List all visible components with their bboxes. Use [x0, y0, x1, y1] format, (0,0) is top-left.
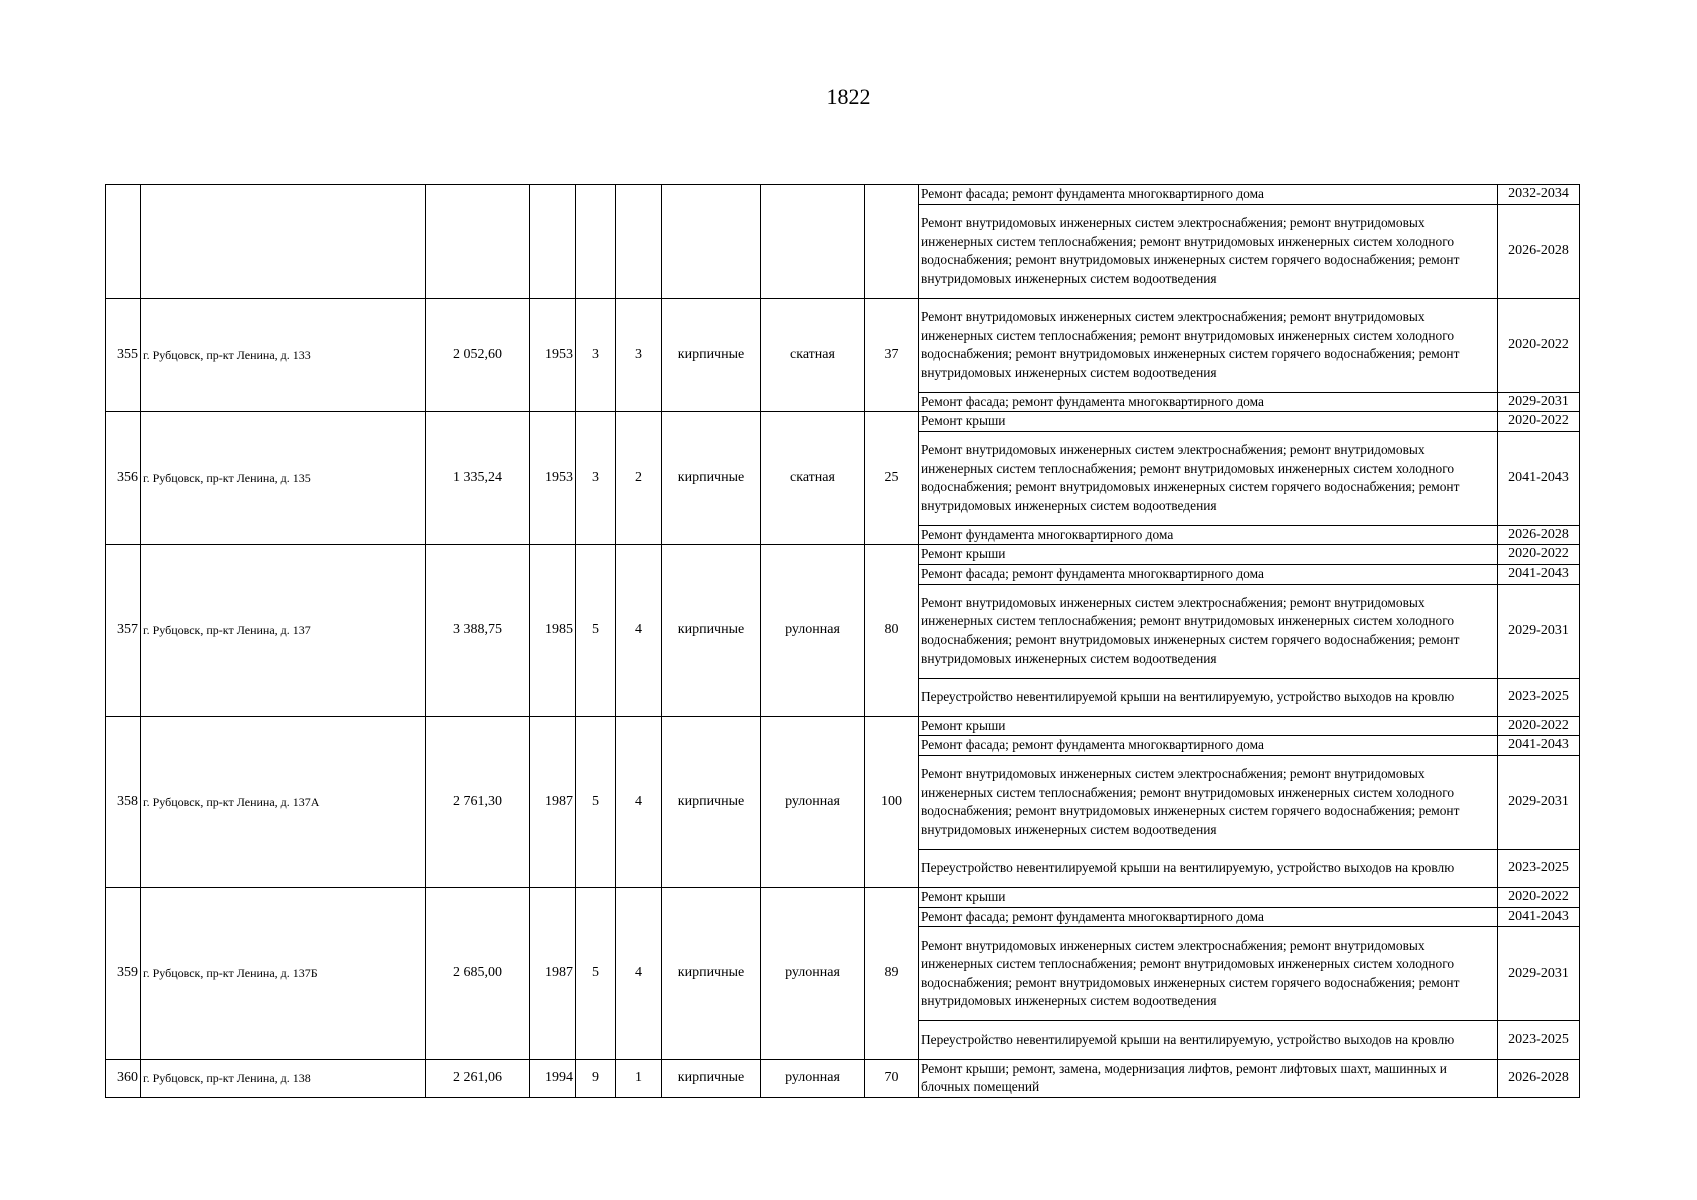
wall-material-cell: кирпичные	[662, 716, 761, 887]
house-number-cell: 360	[106, 1059, 141, 1097]
year-built-cell	[530, 185, 576, 299]
work-description-cell: Ремонт фасада; ремонт фундамента многоквартирного дома	[919, 185, 1498, 205]
work-description-cell: Ремонт фасада; ремонт фундамента многоквартирного дома	[919, 564, 1498, 584]
wall-material-cell: кирпичные	[662, 298, 761, 412]
work-description-cell: Переустройство невентилируемой крыши на вентилируемую, устройство выходов на кровлю	[919, 1021, 1498, 1059]
area-cell: 2 761,30	[426, 716, 530, 887]
work-period-cell: 2023-2025	[1498, 678, 1580, 716]
residents-count-cell	[865, 185, 919, 299]
roof-type-cell	[761, 185, 865, 299]
floors-cell: 3	[576, 412, 616, 545]
table-row	[106, 545, 1580, 565]
work-period-cell: 2026-2028	[1498, 1059, 1580, 1097]
roof-type-cell: скатная	[761, 412, 865, 545]
work-description-cell: Ремонт крыши	[919, 716, 1498, 736]
roof-type-cell: рулонная	[761, 545, 865, 716]
work-description-cell: Ремонт внутридомовых инженерных систем электроснабжения; ремонт внутридомовых инженерных систем теплоснабжения; ремонт внутридомовых инженерных систем холодного водоснабжения; ремонт внутридомовых инженерных систем горячего водоснабжения; ремонт внутридомовых инженерных систем водоотведения	[919, 927, 1498, 1021]
work-description-cell: Ремонт фасада; ремонт фундамента многоквартирного дома	[919, 736, 1498, 756]
wall-material-cell: кирпичные	[662, 1059, 761, 1097]
roof-type-cell: рулонная	[761, 888, 865, 1059]
work-period-cell: 2020-2022	[1498, 545, 1580, 565]
address-cell: г. Рубцовск, пр-кт Ленина, д. 138	[141, 1059, 426, 1097]
roof-type-cell: рулонная	[761, 716, 865, 887]
work-description-cell: Ремонт фасада; ремонт фундамента многоквартирного дома	[919, 392, 1498, 412]
area-cell: 2 261,06	[426, 1059, 530, 1097]
work-period-cell: 2029-2031	[1498, 755, 1580, 849]
work-period-cell: 2041-2043	[1498, 564, 1580, 584]
table-row	[106, 412, 1580, 432]
year-built-cell: 1987	[530, 888, 576, 1059]
work-description-cell: Ремонт фундамента многоквартирного дома	[919, 525, 1498, 545]
house-number-cell: 359	[106, 888, 141, 1059]
roof-type-cell: рулонная	[761, 1059, 865, 1097]
work-description-cell: Ремонт внутридомовых инженерных систем электроснабжения; ремонт внутридомовых инженерных систем теплоснабжения; ремонт внутридомовых инженерных систем холодного водоснабжения; ремонт внутридомовых инженерных систем горячего водоснабжения; ремонт внутридомовых инженерных систем водоотведения	[919, 431, 1498, 525]
work-description-cell: Ремонт внутридомовых инженерных систем электроснабжения; ремонт внутридомовых инженерных систем теплоснабжения; ремонт внутридомовых инженерных систем холодного водоснабжения; ремонт внутридомовых инженерных систем горячего водоснабжения; ремонт внутридомовых инженерных систем водоотведения	[919, 298, 1498, 392]
table-row	[106, 1059, 1580, 1097]
entrances-cell	[616, 185, 662, 299]
work-period-cell: 2020-2022	[1498, 298, 1580, 392]
page-number: 1822	[826, 84, 871, 109]
wall-material-cell: кирпичные	[662, 888, 761, 1059]
entrances-cell: 3	[616, 298, 662, 412]
address-cell: г. Рубцовск, пр-кт Ленина, д. 137	[141, 545, 426, 716]
residents-count-cell: 37	[865, 298, 919, 412]
entrances-cell: 1	[616, 1059, 662, 1097]
address-cell: г. Рубцовск, пр-кт Ленина, д. 133	[141, 298, 426, 412]
year-built-cell: 1985	[530, 545, 576, 716]
work-description-cell: Ремонт крыши	[919, 412, 1498, 432]
work-period-cell: 2026-2028	[1498, 204, 1580, 298]
work-period-cell: 2041-2043	[1498, 736, 1580, 756]
work-period-cell: 2041-2043	[1498, 907, 1580, 927]
work-description-cell: Ремонт крыши	[919, 545, 1498, 565]
work-description-cell: Ремонт фасада; ремонт фундамента многоквартирного дома	[919, 907, 1498, 927]
entrances-cell: 4	[616, 888, 662, 1059]
floors-cell: 5	[576, 545, 616, 716]
entrances-cell: 2	[616, 412, 662, 545]
house-number-cell: 356	[106, 412, 141, 545]
floors-cell: 9	[576, 1059, 616, 1097]
floors-cell: 5	[576, 888, 616, 1059]
residents-count-cell: 25	[865, 412, 919, 545]
work-period-cell: 2023-2025	[1498, 1021, 1580, 1059]
wall-material-cell: кирпичные	[662, 545, 761, 716]
floors-cell	[576, 185, 616, 299]
address-cell: г. Рубцовск, пр-кт Ленина, д. 137Б	[141, 888, 426, 1059]
work-period-cell: 2020-2022	[1498, 716, 1580, 736]
house-number-cell: 358	[106, 716, 141, 887]
house-number-cell	[106, 185, 141, 299]
wall-material-cell	[662, 185, 761, 299]
area-cell: 2 052,60	[426, 298, 530, 412]
residents-count-cell: 89	[865, 888, 919, 1059]
work-period-cell: 2029-2031	[1498, 927, 1580, 1021]
work-description-cell: Ремонт внутридомовых инженерных систем электроснабжения; ремонт внутридомовых инженерных систем теплоснабжения; ремонт внутридомовых инженерных систем холодного водоснабжения; ремонт внутридомовых инженерных систем горячего водоснабжения; ремонт внутридомовых инженерных систем водоотведения	[919, 204, 1498, 298]
work-description-cell: Ремонт крыши; ремонт, замена, модернизация лифтов, ремонт лифтовых шахт, машинных и блочных помещений	[919, 1059, 1498, 1097]
work-period-cell: 2029-2031	[1498, 584, 1580, 678]
work-period-cell: 2020-2022	[1498, 412, 1580, 432]
year-built-cell: 1953	[530, 412, 576, 545]
work-period-cell: 2041-2043	[1498, 431, 1580, 525]
work-period-cell: 2023-2025	[1498, 849, 1580, 887]
work-description-cell: Ремонт внутридомовых инженерных систем электроснабжения; ремонт внутридомовых инженерных систем теплоснабжения; ремонт внутридомовых инженерных систем холодного водоснабжения; ремонт внутридомовых инженерных систем горячего водоснабжения; ремонт внутридомовых инженерных систем водоотведения	[919, 755, 1498, 849]
area-cell: 3 388,75	[426, 545, 530, 716]
work-description-cell: Переустройство невентилируемой крыши на вентилируемую, устройство выходов на кровлю	[919, 678, 1498, 716]
floors-cell: 3	[576, 298, 616, 412]
address-cell	[141, 185, 426, 299]
area-cell: 1 335,24	[426, 412, 530, 545]
roof-type-cell: скатная	[761, 298, 865, 412]
table-row	[106, 298, 1580, 392]
entrances-cell: 4	[616, 545, 662, 716]
work-description-cell: Ремонт крыши	[919, 888, 1498, 908]
house-number-cell: 357	[106, 545, 141, 716]
address-cell: г. Рубцовск, пр-кт Ленина, д. 135	[141, 412, 426, 545]
table-row	[106, 185, 1580, 205]
table-row	[106, 888, 1580, 908]
address-cell: г. Рубцовск, пр-кт Ленина, д. 137А	[141, 716, 426, 887]
year-built-cell: 1953	[530, 298, 576, 412]
entrances-cell: 4	[616, 716, 662, 887]
floors-cell: 5	[576, 716, 616, 887]
residents-count-cell: 100	[865, 716, 919, 887]
work-description-cell: Ремонт внутридомовых инженерных систем электроснабжения; ремонт внутридомовых инженерных систем теплоснабжения; ремонт внутридомовых инженерных систем холодного водоснабжения; ремонт внутридомовых инженерных систем горячего водоснабжения; ремонт внутридомовых инженерных систем водоотведения	[919, 584, 1498, 678]
table-row	[106, 716, 1580, 736]
work-description-cell: Переустройство невентилируемой крыши на вентилируемую, устройство выходов на кровлю	[919, 849, 1498, 887]
wall-material-cell: кирпичные	[662, 412, 761, 545]
capital-repair-table	[105, 184, 1580, 1098]
area-cell: 2 685,00	[426, 888, 530, 1059]
residents-count-cell: 70	[865, 1059, 919, 1097]
work-period-cell: 2029-2031	[1498, 392, 1580, 412]
house-number-cell: 355	[106, 298, 141, 412]
year-built-cell: 1987	[530, 716, 576, 887]
year-built-cell: 1994	[530, 1059, 576, 1097]
residents-count-cell: 80	[865, 545, 919, 716]
work-period-cell: 2020-2022	[1498, 888, 1580, 908]
work-period-cell: 2032-2034	[1498, 185, 1580, 205]
work-period-cell: 2026-2028	[1498, 525, 1580, 545]
area-cell	[426, 185, 530, 299]
